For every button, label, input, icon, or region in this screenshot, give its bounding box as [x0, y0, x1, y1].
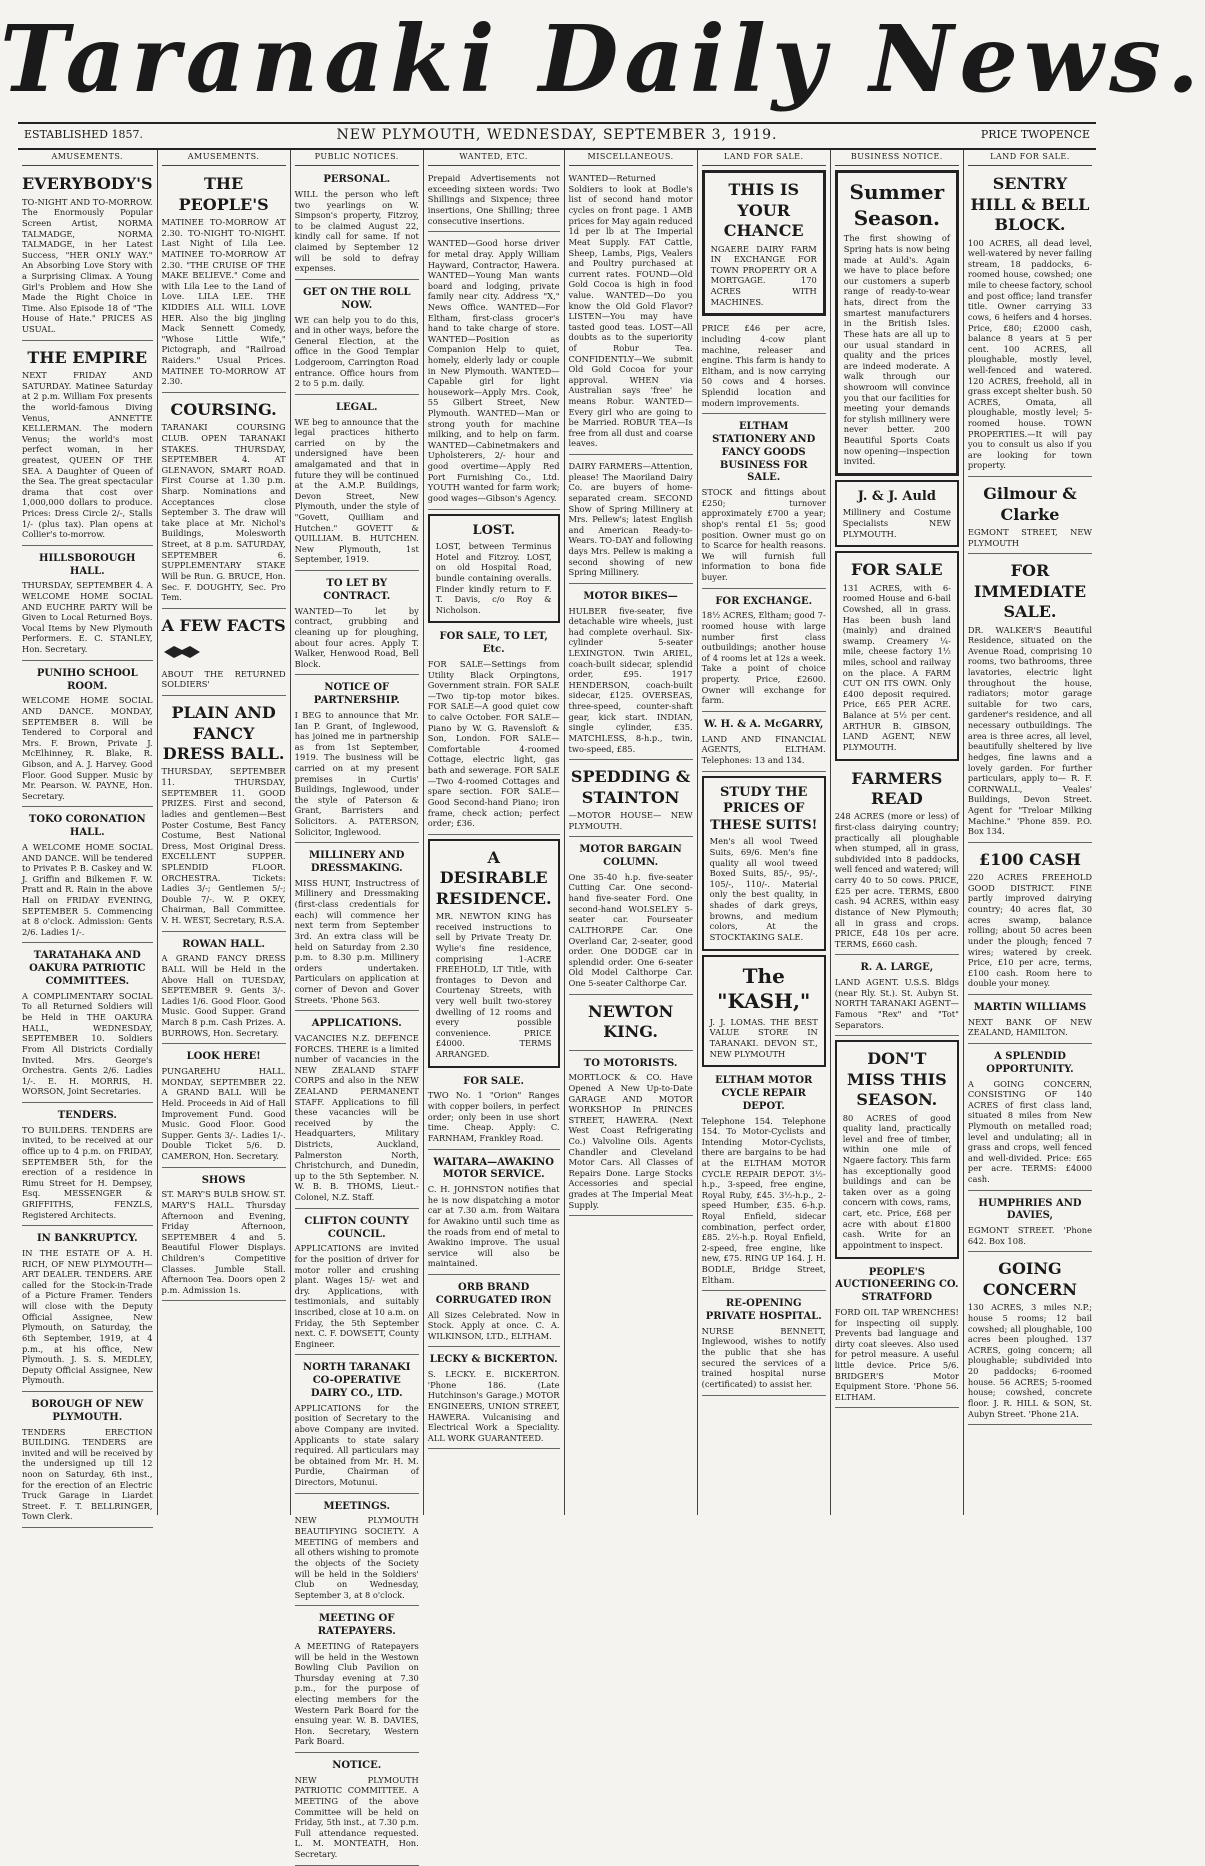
advertisement [428, 235, 560, 509]
advertisement-body: 131 ACRES, with 6-roomed House and 6-bail Cowshed, all in grass. Has been bush land (mainly) and drained swamp. Creamery ¼-mile, cheese factory 1½ miles, school and railway on the place. A FARM CUT ON ITS OWN. Only £400 deposit required. Price, £65 PER ACRE. Balance at 5½ per cent. ARTHUR B. GIBSON, LAND AGENT, NEW PLYMOUTH. [842, 582, 951, 752]
advertisement-body: The first showing of Spring hats is now being made at Auld's. Again we have to place before our customers a superb range of ready-to-wear hats, direct from the smartest manufacturers in the British Isles. These hats are all up to our usual standard in quality and the prices are indeed moderate. A walk through our showroom will convince you that our facilities for meeting your demands for stylish millinery were never better. 200 Beautiful Sports Coats now opening—inspection invited. [843, 233, 950, 467]
advertisement-heading: £100 CASH [979, 849, 1081, 869]
advertisement-body: THURSDAY, SEPTEMBER 4. A WELCOME HOME SOCIAL AND EUCHRE PARTY Will be Given to Local Returned Boys. Vocal Items by New Plymouth Performers. E. C. STANLEY, Hon. Secretary. [22, 580, 153, 655]
advertisement-heading: ELTHAM MOTOR CYCLE REPAIR DEPOT. [715, 1075, 813, 1112]
column-7 [831, 150, 964, 1515]
advertisement-body: A GRAND FANCY DRESS BALL Will be Held in the Above Hall on TUESDAY, SEPTEMBER 9. Gents 3/-. Ladies 1/6. Good Floor. Good Music. Good Supper. Grand March 8 p.m. Cash Prizes. A. BURROWS, Hon. Secretary. [161, 953, 286, 1038]
advertisement [295, 1358, 419, 1493]
advertisement-body: One 35-40 h.p. five-seater Cutting Car. One second-hand five-seater Ford. One second-hand WOLSELEY 5-seater car. Fourseater CALTHORPE Car. One Overland Car, 2-seater, good order. One DODGE car in splendid order. One 6-seater Old Model Calthorpe Car. One 5-seater Calthorpe Car. [568, 871, 693, 988]
advertisement-body: WANTED—To let by contract, grubbing and cleaning up for ploughing, about four acres. Apply T. Walker, Henwood Road, Bell Block. [294, 605, 419, 669]
advertisement [835, 1040, 959, 1258]
advertisement-heading: SENTRY HILL & BELL BLOCK. [970, 174, 1090, 235]
advertisement [295, 1756, 419, 1866]
advertisement-heading: LEGAL. [336, 401, 378, 413]
advertisement-heading: IN BANKRUPTCY. [36, 1233, 138, 1245]
advertisement-body: NEXT FRIDAY AND SATURDAY. Matinee Saturday at 2 p.m. William Fox presents the world-famous Diving Venus, ANNETTE KELLERMAN. The modern Venus; the world's most perfect woman, in her greatest, QUEEN OF THE SEA. A Daughter of Queen of the Sea. The great spectacular drama that cost over 1,000,000 dollars to produce. Prices: Dress Circle 2/-, Stalls 1/- (plus tax). Plan opens at Collier's to-morrow. [22, 370, 153, 540]
advertisement [702, 955, 826, 1068]
advertisement-heading: COURSING. [170, 399, 277, 419]
advertisement-body: TENDERS ERECTION BUILDING. TENDERS are invited and will be received by the undersigned up till 12 noon on Saturday, 6th inst., for the erection of an Electric Truck Garage in Liardet Street. F. T. BELLRINGER, Town Clerk. [22, 1426, 153, 1522]
advertisement [569, 763, 693, 837]
advertisement-heading: TOKO CORONATION HALL. [28, 814, 146, 839]
advertisement-heading: TENDERS. [57, 1109, 117, 1121]
column-5 [565, 150, 698, 1515]
column-6 [698, 150, 831, 1515]
advertisement-body: THURSDAY, SEPTEMBER 11. THURSDAY, SEPTEMBER 11. GOOD PRIZES. First and second, ladies and gentlemen—Best Poster Costume, Best Fancy Costume, Best National Dress, Most Original Dress. EXCELLENT SUPPER. SPLENDID FLOOR. ORCHESTRA. Tickets: Ladies 3/-; Gentlemen 5/-; Double 7/-. W. P. OKEY, Chairman, Ball Committee. V. H. WEST, Secretary, R.S.A. [161, 766, 286, 925]
advertisement-heading: FOR SALE. [463, 1075, 525, 1087]
advertisement [835, 958, 959, 1036]
advertisement-body: ABOUT THE RETURNED SOLDIERS' [161, 668, 286, 690]
advertisement-body: NGAERE DAIRY FARM IN EXCHANGE FOR TOWN PROPERTY OR A MORTGAGE. 170 ACRES WITH MACHINES. [710, 243, 817, 307]
advertisement [162, 612, 286, 696]
issue-date: NEW PLYMOUTH, WEDNESDAY, SEPTEMBER 3, 1919. [336, 127, 778, 143]
advertisement-heading: A DESIRABLE RESIDENCE. [435, 847, 552, 908]
advertisement-heading: LECKY & BICKERTON. [429, 1354, 558, 1366]
advertisement-heading: THE PEOPLE'S [178, 174, 269, 214]
column-heading: LAND FOR SALE. [702, 150, 826, 166]
advertisement-body: WILL the person who left two yearlings on W. Simpson's property, Fitzroy, to be claimed August 22, kindly call for same. If not claimed by September 12 will be sold to defray expenses. [294, 189, 419, 274]
advertisement [428, 514, 560, 624]
advertisement-heading: EVERYBODY'S [22, 174, 153, 194]
advertisement-body: HULBER five-seater, five detachable wire wheels, just had complete overhaul. Six-cylinder 5-seater LEXINGTON. Twin ARIEL, coach-built sidecar, splendid order, £95. 1917 HENDERSON, coach-built sidecar, £125. OVERSEAS, three-speed, counter-shaft gear, kick start. INDIAN, single cylinder, £35. MATCHLESS, 8-h.p., twin, two-speed, £85. [568, 605, 693, 754]
advertisement-heading: Summer Season. [849, 180, 945, 230]
advertisement [22, 170, 153, 340]
advertisement [22, 344, 153, 546]
advertisement-body: 80 ACRES of good quality land, practically level and free of timber, within one mile of Ngaere factory. This farm has exceptionally good buildings and can be taken over as a going concern with cows, rams, cart, etc. Price, £68 per acre with about £1800 cash. Write for an appointment to inspect. [842, 1112, 951, 1250]
advertisement-body: NURSE BENNETT, Inglewood, wishes to notify the public that she has secured the services of a trained hospital nurse (certificated) to assist her. [701, 1325, 826, 1389]
advertisement [968, 557, 1092, 843]
advertisement-heading: PLAIN AND FANCY DRESS BALL. [162, 703, 285, 763]
advertisement [295, 283, 419, 395]
advertisement-body: C. H. JOHNSTON notifies that he is now dispatching a motor car at 7.30 a.m. from Waitara for Awakino until such time as the roads from end of metal to Awakino improve. The usual service will also be maintained. [427, 1184, 560, 1269]
column-8 [964, 150, 1096, 1515]
advertisement-heading: SHOWS [201, 1174, 246, 1186]
column-heading: PUBLIC NOTICES. [295, 150, 419, 166]
masthead [0, 0, 1205, 118]
advertisement-body: MISS HUNT, Instructress of Millinery and Dressmaking (first-class credentials for each) will commence her next term from September 3rd. An extra class will be held on Saturday from 2.30 p.m. to 8.30 p.m. Millinery orders undertaken. Particulars on application at corner of Devon and Gover Streets. 'Phone 563. [294, 877, 419, 1005]
advertisement-heading: APPLICATIONS. [311, 1018, 402, 1030]
column-heading: BUSINESS NOTICE. [835, 150, 959, 166]
advertisement [569, 458, 693, 584]
advertisement [835, 765, 959, 956]
advertisement-heading: NORTH TARANAKI CO-OPERATIVE DAIRY CO., LTD. [303, 1362, 411, 1399]
advertisement-heading: SPEDDING & STAINTON [570, 767, 691, 807]
advertisement [162, 935, 286, 1045]
advertisement-heading: TO MOTORISTS. [583, 1057, 678, 1069]
advertisement [702, 1294, 826, 1395]
advertisement [968, 846, 1092, 995]
advertisement-body: —MOTOR HOUSE— NEW PLYMOUTH. [568, 810, 693, 831]
advertisement-heading: THE EMPIRE [27, 347, 148, 367]
advertisement-body: NEW PLYMOUTH PATRIOTIC COMMITTEE. A MEETING of the above Committee will be held on Friday, 5th inst., at 7.30 p.m. Full attendance requested. L. M. MONTEATH, Hon. Secretary. [294, 1774, 419, 1860]
advertisement [295, 1497, 419, 1607]
advertisement-body: EGMONT STREET, NEW PLYMOUTH [967, 526, 1093, 548]
advertisement [428, 1350, 560, 1449]
advertisement [702, 715, 826, 772]
advertisement [569, 170, 693, 455]
advertisement [295, 1609, 419, 1753]
advertisement-heading: FOR SALE [851, 560, 943, 580]
advertisement-body: MORTLOCK & CO. Have Opened A New Up-to-Date GARAGE AND MOTOR WORKSHOP In PRINCES STREET, HAWERA. (Next West Coast Refrigerating Co.) Valvoline Oils. Agents Chandler and Cleveland Motor Cars. All Classes of Repairs Done. Large Stocks Accessories and special grades at The Imperial Meat Supply. [568, 1072, 693, 1210]
advertisement-body: Prepaid Advertisements not exceeding sixteen words: Two Shillings and Sixpence; three insertions, One Shilling; three consecutive insertions. [427, 173, 560, 226]
advertisement [22, 549, 153, 661]
advertisement-heading: MEETING OF RATEPAYERS. [317, 1613, 396, 1638]
advertisement-body: STOCK and fittings about £250; turnover approximately £700 a year; shop's rental £1 5s; good position. Owner must go on to Scarce for health reasons. We will furnish full information to bona fide buyer. [701, 487, 826, 583]
advertisement [968, 1194, 1092, 1253]
advertisement-heading: FOR IMMEDIATE SALE. [973, 561, 1087, 622]
advertisement [22, 946, 153, 1102]
advertisement [569, 840, 693, 994]
advertisement-heading: ROWAN HALL. [182, 938, 265, 950]
advertisement-heading: PERSONAL. [323, 174, 391, 186]
advertisement [968, 1047, 1092, 1191]
advertisement [702, 417, 826, 588]
advertisement [295, 846, 419, 1011]
advertisement-body: TARANAKI COURSING CLUB. OPEN TARANAKI STAKES. THURSDAY, SEPTEMBER 4. AT GLENAVON, SMART ROAD. First Course at 1.30 p.m. Sharp. Nominations and Acceptances close September 3. The draw will take place at Mr. Nichol's Buildings, Molesworth Street, at 8 p.m. SATURDAY, SEPTEMBER 6. SUPPLEMENTARY STAKE Will be Run. G. BRUCE, Hon. Sec. F. DOUGHTY, Sec. Pro Tem. [161, 422, 286, 603]
column-1 [18, 150, 158, 1522]
dateline-bar [18, 122, 1096, 150]
advertisement [968, 998, 1092, 1044]
advertisement [702, 170, 826, 316]
advertisement [428, 1153, 560, 1275]
column-heading: WANTED, ETC. [428, 150, 560, 166]
advertisement-heading: STUDY THE PRICES OF THESE SUITS! [710, 784, 818, 833]
advertisement [835, 480, 959, 547]
advertisement-body: WELCOME HOME SOCIAL AND DANCE. MONDAY, SEPTEMBER 8. Will be Tendered to Corporal and Mrs. F. Brown, Private J. McElhinney, R. Blake, R. Gibson, and A. J. Harvey. Good Floor. Good Supper. Music by Mr. Pearson. W. PAYNE, Hon. Secretary. [22, 695, 153, 801]
newspaper-title: Taranaki Daily News. [0, 5, 1205, 113]
advertisement [428, 627, 560, 834]
advertisement-body: APPLICATIONS are invited for the position of driver for motor roller and crushing plant. Wages 15/- wet and dry. Applications, with testimonials, and suitably inscribed, close at 10 a.m. on Friday, the 5th September next. C. F. DOWSETT, County Engineer. [294, 1243, 419, 1349]
column-heading: AMUSEMENTS. [22, 150, 153, 166]
advertisement-body: PUNGAREHU HALL. MONDAY, SEPTEMBER 22. A GRAND BALL Will be Held. Proceeds in Aid of Hall Improvement Fund. Good Music. Good Floor. Good Supper. Gents 3/-. Ladies 1/-. Double Ticket 5/6. D. CAMERON, Hon. Secretary. [161, 1066, 286, 1161]
column-heading: LAND FOR SALE. [968, 150, 1092, 166]
column-heading: MISCELLANEOUS. [569, 150, 693, 166]
advertisement-heading: GET ON THE ROLL NOW. [302, 286, 411, 311]
advertisement [428, 1072, 560, 1150]
advertisement-heading: HUMPHRIES AND DAVIES, [978, 1197, 1082, 1222]
advertisement-body: PRICE £46 per acre, including 4-cow plant machine, releaser and engine. This farm is handy to Eltham, and is now carrying 50 cows and 4 horses. Splendid location and modern improvements. [701, 323, 826, 408]
advertisement-body: DAIRY FARMERS—Attention, please! The Maoriland Dairy Co. are buyers of home-separated cream. SECOND Show of Spring Millinery at Mrs. Pellew's; latest English and American Ready-to-Wears. TO-DAY and following days Mrs. Pellew is making a second showing of new Spring Millinery. [568, 461, 693, 578]
advertisement-body: FORD OIL TAP WRENCHES! for inspecting oil supply. Prevents bad language and dirty coat sleeves. Also used for petrol measure. A useful little device. Price 5/6. BRIDGER'S Motor Equipment Store. 'Phone 56. ELTHAM. [834, 1306, 959, 1402]
advertisement-heading: PUNIHO SCHOOL ROOM. [36, 667, 138, 692]
advertisement [162, 1171, 286, 1302]
advertisement-heading: BOROUGH OF NEW PLYMOUTH. [31, 1398, 144, 1423]
advertisement-body: 130 ACRES, 3 miles N.P.; house 5 rooms; 12 bail cowshed; all ploughable, 100 acres been ploughed. 137 ACRES, going concern; all ploughable; subdivided into 20 paddocks; 6-roomed house. 56 ACRES; 5-roomed house; cowshed, concrete floor. J. R. HILL & SON, St. Aubyn Street. 'Phone 21A. [967, 1302, 1093, 1419]
advertisement-body: NEXT BANK OF NEW ZEALAND, HAMILTON. [967, 1016, 1093, 1038]
advertisement-heading: CLIFTON COUNTY COUNCIL. [304, 1215, 410, 1240]
advertisement-body: ST. MARY'S BULB SHOW. ST. MARY'S HALL. Thursday Afternoon and Evening, Friday Afternoon, SEPTEMBER 4 and 5. Beautiful Flower Displays. Children's Competitive Classes. Jumble Stall. Afternoon Tea. Doors open 2 p.m. Admission 1s. [161, 1189, 286, 1295]
advertisement [295, 170, 419, 280]
advertisement-heading: MILLINERY AND DRESSMAKING. [309, 850, 405, 875]
advertisement-heading: FOR SALE, TO LET, Etc. [439, 631, 548, 656]
advertisement-heading: MARTIN WILLIAMS [973, 1001, 1087, 1013]
advertisement [428, 839, 560, 1068]
advertisement-heading: LOST. [472, 522, 515, 538]
advertisement-heading: ELTHAM STATIONERY AND FANCY GOODS BUSINESS FOR SALE. [712, 421, 816, 484]
advertisement-heading: FARMERS READ [851, 768, 943, 808]
column-4 [424, 150, 565, 1515]
advertisement-heading: NEWTON KING. [587, 1001, 674, 1042]
advertisement-heading: ORB BRAND CORRUGATED IRON [435, 1282, 552, 1306]
advertisement-heading: DON'T MISS THIS SEASON. [847, 1049, 947, 1110]
advertisement [295, 398, 419, 571]
advertisement [295, 678, 419, 843]
advertisement-heading: A SPLENDID OPPORTUNITY. [986, 1050, 1074, 1075]
advertisement-heading: HILLSBOROUGH HALL. [39, 552, 136, 577]
advertisement-heading: NOTICE. [332, 1760, 382, 1772]
advertisement-heading: FOR EXCHANGE. [715, 595, 813, 607]
advertisement-body: TO-NIGHT AND TO-MORROW. The Enormously Popular Screen Artist, NORMA TALMADGE, NORMA TALMADGE, in her Latest Success, "HER ONLY WAY." An Absorbing Love Story with a Surprising Climax. A Young Girl's Problem and How She Made the Right Choice in Time. Also Episode 18 of "The House of Hate." PRICES AS USUAL. [22, 196, 153, 335]
advertisement-body: All Sizes Celebrated. Now in Stock. Apply at once. C. A. WILKINSON, LTD., ELTHAM. [427, 1309, 560, 1341]
advertisement-body: A GOING CONCERN, CONSISTING OF 140 ACRES of first class land, situated 8 miles from New Plymouth on metalled road; level and undulating; all in grass and crops, well fenced and well-divided. Price: £65 per acre. TERMS: £4000 cash. [967, 1078, 1093, 1185]
advertisement-body: IN THE ESTATE OF A. H. RICH, OF NEW PLYMOUTH—ART DEALER. TENDERS. ARE called for the Stock-in-Trade of a Picture Framer. Tenders will close with the Deputy Official Assignee, New Plymouth, on Saturday, the 6th September, 1919, at 4 p.m., at his office, New Plymouth. J. S. S. MEDLEY, Deputy Official Assignee, New Plymouth. [22, 1248, 153, 1386]
advertisement-body: LOST, between Terminus Hotel and Fitzroy. LOST, on old Hospital Road, bundle containing overalls. Finder kindly return to F. T. Davis, c/o Roy & Nicholson. [435, 541, 552, 615]
advertisement-body: DR. WALKER'S Beautiful Residence, situated on the Avenue Road, comprising 10 rooms, two bathrooms, three lavatories, electric light throughout the house, radiators; motor garage suitable for two cars, gardener's residence, and all necessary outbuildings. The area is three acres, all level, beautifully sheltered by live hedges, fine lawns and a lovely garden. For further particulars, apply to— R. F. CORNWALL, Veales' Buildings, Devon Street. Agent for "Treloar Milking Machine." 'Phone 859. P.O. Box 134. [967, 624, 1093, 837]
column-2 [158, 150, 291, 1515]
advertisement-heading: TARATAHAKA AND OAKURA PATRIOTIC COMMITTEES. [29, 950, 146, 988]
advertisement-body: Millinery and Costume Specialists NEW PLYMOUTH. [842, 507, 951, 539]
advertisement-heading: W. H. & A. McGARRY, [704, 718, 824, 730]
advertisement-body: VACANCIES N.Z. DEFENCE FORCES. THERE is a limited number of vacancies in the NEW ZEALAND STAFF CORPS and also in the NEW ZEALAND PERMANENT STAFF. Applications to fill these vacancies will be received by the Headquarters, Military Districts, Auckland, Palmerston North, Christchurch, and Dunedin, up to the 5th September. N. W. B. B. THOMS, Lieut.-Colonel, N.Z. Staff. [294, 1032, 419, 1203]
advertisement-body: EGMONT STREET. 'Phone 642. Box 108. [967, 1225, 1093, 1246]
advertisement [295, 574, 419, 675]
advertisement [22, 1395, 153, 1528]
rsa-badge-icon [162, 642, 202, 662]
advertisement [295, 1212, 419, 1356]
advertisement [835, 170, 959, 476]
advertisement [968, 1255, 1092, 1425]
advertisement [295, 1014, 419, 1209]
advertisement [702, 776, 826, 951]
advertisement-heading: R. A. LARGE, [860, 962, 934, 974]
advertisement-heading: GOING CONCERN [982, 1259, 1078, 1299]
advertisement-body: Men's all wool Tweed Suits, 69/6. Men's fine quality all wool tweed Boxed Suits, 85/-, 95/-, 105/-, 110/-. Material only the best quality, in shades of dark greys, browns, and medium colors, At the STOCKTAKING SALE. [709, 836, 818, 942]
advertisement-heading: WAITARA—AWAKINO MOTOR SERVICE. [433, 1156, 554, 1181]
advertisement-body: TWO No. 1 "Orion" Ranges with copper boilers, in perfect order; only been in use short time. Cheap. Apply: C. FARNHAM, Frankley Road. [427, 1090, 560, 1143]
advertisement-body: I BEG to announce that Mr. Ian P. Grant, of Inglewood, has joined me in partnership as from 1st September, 1919. The business will be carried on at my present premises in Curtis' Buildings, Inglewood, under the style of Paterson & Grant, Barristers and Solicitors. A. PATERSON, Solicitor, Inglewood. [294, 709, 419, 837]
advertisement-heading: MOTOR BIKES— [583, 590, 678, 602]
advertisement-heading: A FEW FACTS [161, 615, 286, 635]
advertisement [702, 1071, 826, 1291]
advertisement [702, 592, 826, 712]
advertisement-body: NEW PLYMOUTH BEAUTIFYING SOCIETY. A MEETING of members and all others wishing to promote the objects of the Society will be held in the Soldiers' Club on Wednesday, September 3, at 8 o'clock. [294, 1515, 419, 1600]
advertisement-body: A WELCOME HOME SOCIAL AND DANCE. Will be tendered to Privates P. B. Caskey and W. J. Griffin and Bilkemen F. W. Pratt and R. Rain in the above Hall on FRIDAY EVENING, SEPTEMBER 5. Commencing at 8 o'clock. Admission: Gents 2/6. Ladies 1/-. [22, 841, 153, 937]
advertisement-body: WE can help you to do this, and in other ways, before the General Election, at the office in the Good Templar Lodgeroom, Carrington Road entrance. Office hours from 2 to 5 p.m. daily. [294, 314, 419, 389]
advertisement-body: LAND AND FINANCIAL AGENTS, ELTHAM. Telephones: 13 and 134. [701, 733, 826, 765]
advertisement-heading: J. & J. Auld [857, 488, 936, 504]
advertisement-heading: Gilmour & Clarke [983, 484, 1077, 524]
column-3 [291, 150, 424, 1860]
column-heading: AMUSEMENTS. [162, 150, 286, 166]
advertisement-body: 220 ACRES FREEHOLD GOOD DISTRICT. FINE partly improved dairying country; 40 acres flat, 30 acres swamp, balance rolling; about 50 acres been under the plough; fenced 7 wires; watered by creek. Price, £10 per acre, terms, £100 cash. Room here to double your money. [967, 872, 1093, 989]
advertisement-heading: The "KASH," [717, 963, 811, 1014]
advertisement-body: 248 ACRES (more or less) of first-class dairying country; practically all ploughable when stumped, all in grass, subdivided into 8 paddocks, well fenced and watered; will carry 40 to 50 cows. PRICE, £25 per acre. TERMS, £800 cash. 94 ACRES, within easy distance of New Plymouth; all in grass and crops. PRICE, £48 10s per acre. TERMS, £660 cash. [834, 811, 959, 949]
advertisement [569, 1054, 693, 1217]
advertisement-body: J. J. LOMAS. THE BEST VALUE STORE IN TARANAKI. DEVON ST., NEW PLYMOUTH [709, 1016, 818, 1059]
advertisement [569, 587, 693, 760]
advertisement [22, 664, 153, 808]
advertisement [702, 320, 826, 414]
advertisement-heading: LOOK HERE! [186, 1051, 261, 1063]
advertisement [162, 699, 286, 932]
advertisement [835, 551, 959, 760]
advertisement-heading: THIS IS YOUR CHANCE [723, 180, 804, 241]
advertisement-body: MATINEE TO-MORROW AT 2.30. TO-NIGHT TO-NIGHT. Last Night of Lila Lee. MATINEE TO-MORROW AT 2.30. "THE CRUISE OF THE MAKE BELIEVE." Come and with Lila Lee to the Land of Love. LILA LEE. THE KIDDIES ALL WILL LOVE HER. Also the big jingling Mack Sennett Comedy, "Whose Little Wife," Pictograph, and "Railroad Raiders." Usual Prices. MATINEE TO-MORROW AT 2.30. [161, 217, 286, 387]
advertisement [428, 1278, 560, 1347]
advertisement [162, 396, 286, 609]
advertisement-body: WE beg to announce that the legal practices hitherto carried on by the undersigned have been amalgamated and that in future they will be continued at the A.M.P. Buildings, Devon Street, New Plymouth, under the style of "Govett, Quilliam and Hutchen." GOVETT & QUILLIAM. B. HUTCHEN. New Plymouth, 1st September, 1919. [294, 416, 419, 565]
advertisement [162, 1047, 286, 1167]
advertisement [968, 170, 1092, 477]
advertisement-body: FOR SALE—Settings from Utility Black Orpingtons, Government strain. FOR SALE—Two tip-top motor bikes. FOR SALE—A good quiet cow to calve October. FOR SALE—Piano by W. G. Ravensloft & Son, London. FOR SALE—Comfortable 4-roomed Cottage, electric light, gas bath and sewerage. FOR SALE—Two 4-roomed Cottages and spare section. FOR SALE—Good Second-hand Piano; iron frame, check action; perfect order; £36. [427, 659, 560, 829]
advertisement [968, 480, 1092, 554]
advertisement [22, 1106, 153, 1226]
advertisement-heading: MOTOR BARGAIN COLUMN. [579, 844, 682, 869]
advertisement [22, 810, 153, 943]
advertisement-heading: PEOPLE'S AUCTIONEERING CO. STRATFORD [835, 1266, 959, 1304]
advertisement-body: WANTED—Good horse driver for metal dray. Apply William Hayward, Contractor, Hawera. WANTED—Young Man wants board and lodging, private family near city. Address "X," News Office. WANTED—For Eltham, first-class grocer's hand to take charge of store. WANTED—Position as Companion Help to quiet, homely, elderly lady or couple in New Plymouth. WANTED—Capable girl for light housework—Apply Mrs. Cook, 55 Gilbert Street, New Plymouth. WANTED—Man or strong youth for machine milking, and to help on farm. WANTED—Cabinetmakers and Upholsterers, 2/- hour and good overtime—Apply Red Port Furnishing Co., Ltd. YOUTH wanted for farm work; good wages—Gibson's Agency. [427, 238, 560, 503]
advertisement-body: WANTED—Returned Soldiers to look at Bodle's list of second hand motor cycles on front page. 1 AMB prices for May again reduced 1d per lb at The Imperial Meat Supply. FAT Cattle, Sheep, Lambs, Pigs, Vealers and Poultry purchased at current rates. FOUND—Old Gold Cocoa is high in food value. WANTED—Do you know the Old Gold Flavor? LISTEN—You may have tasted good teas. LOST—All doubts as to the superiority of Robur Tea. CONFIDENTLY—We submit Old Gold Cocoa for your approval. WHEN via Australian says 'free' he means Robur. WANTED—Every girl who are going to be Married. ROBUR TEA—Is free from all dust and coarse leaves. [568, 173, 693, 449]
advertisement [162, 170, 286, 393]
advertisement-body: 100 ACRES, all dead level, well-watered by never failing stream, 18 paddocks, 6-roomed house, cowshed; one mile to cheese factory, school and post office; land transfer title. Owner carrying 33 cows, 6 heifers and 4 horses. Price, £80; £2000 cash, balance 8 years at 5 per cent. 100 ACRES, all ploughable, mostly level, well-fenced and watered. 120 ACRES, freehold, all in grass except shelter bush. 50 ACRES, Omata, all ploughable, mostly level; 5-roomed house. TOWN PROPERTIES.—It will pay you to consult us also if you are looking for town property. [967, 237, 1093, 471]
established-label: ESTABLISHED 1857. [24, 128, 143, 141]
advertisement [428, 170, 560, 232]
advertisement-body: MR. NEWTON KING has received instructions to sell by Private Treaty Dr. Wylie's fine residence, comprising 1-ACRE FREEHOLD, LT Title, with frontages to Devon and Courtenay Streets, with very well built two-storey dwelling of 12 rooms and every possible convenience. PRICE £4000. TERMS ARRANGED. [435, 911, 552, 1060]
advertisement-body: APPLICATIONS for the position of Secretary to the above Company are invited. Applicants to state salary required. All particulars may be obtained from Mr. H. M. Purdie, Chairman of Directors, Motunui. [294, 1402, 419, 1488]
advertisement-body: A COMPLIMENTARY SOCIAL To all Returned Soldiers will be Held in THE OAKURA HALL, WEDNESDAY, SEPTEMBER 10. Soldiers From All Districts Cordially Invited. Mrs. George's Orchestra. Gents 2/6. Ladies 1/-. E. H. MORRIS, H. WORSON, Joint Secretaries. [22, 990, 153, 1097]
advertisement-heading: RE-OPENING PRIVATE HOSPITAL. [705, 1298, 822, 1323]
price-label: PRICE TWOPENCE [980, 128, 1090, 141]
advertisement-body: LAND AGENT. U.S.S. Bldgs (near Rly. St.). St. Aubyn St. NORTH TARANAKI AGENT— Famous "Rex" and "Tot" Separators. [834, 977, 959, 1030]
advertisement-body: Telephone 154. Telephone 154. To Motor-Cyclists and Intending Motor-Cyclists, there are bargains to be had at the ELTHAM MOTOR CYCLE REPAIR DEPOT. 3½-h.p., 3-speed, free engine, Royal Ruby, £45. 3½-h.p., 2-speed Humber, £35. 6-h.p. Royal Enfield, sidecar combination, perfect order, £85. 2½-h.p. Royal Enfield, 2-speed, free engine, like new, £75. RING UP 164. J. H. BODLE, Bridge Street, Eltham. [701, 1115, 826, 1285]
advertisement [22, 1229, 153, 1392]
advertisement-heading: TO LET BY CONTRACT. [323, 578, 391, 602]
advertisement-body: TO BUILDERS. TENDERS are invited, to be received at our office up to 4 p.m. on FRIDAY, SEPTEMBER 5th, for the erection of a residence in Rimu Street for H. Dempsey, Esq. MESSENGER & GRIFFITHS, FENZLS, Registered Architects. [22, 1124, 153, 1220]
advertisement-body: 18½ ACRES, Eltham; good 7-roomed house with large number first class outbuildings; another house of 4 rooms let at 12s a week. Take a point of choice property. Price, £2600. Owner will exchange for farm. [701, 610, 826, 706]
advertisement [569, 998, 693, 1051]
advertisement-body: A MEETING of Ratepayers will be held in the Westown Bowling Club Pavilion on Thursday evening at 7.30 p.m., for the purpose of electing members for the Western Park Board for the ensuing year. W. B. DAVIES, Hon. Secretary, Western Park Board. [294, 1640, 419, 1747]
columns-container [18, 150, 1096, 1860]
advertisement-heading: NOTICE OF PARTNERSHIP. [313, 682, 400, 707]
advertisement-heading: MEETINGS. [323, 1500, 390, 1512]
advertisement [835, 1263, 959, 1409]
advertisement-body: S. LECKY. E. BICKERTON. 'Phone 186. (Late Hutchinson's Garage.) MOTOR ENGINEERS, UNION STREET, HAWERA. Vulcanising and Electrical Work a Speciality. ALL WORK GUARANTEED. [427, 1369, 560, 1443]
